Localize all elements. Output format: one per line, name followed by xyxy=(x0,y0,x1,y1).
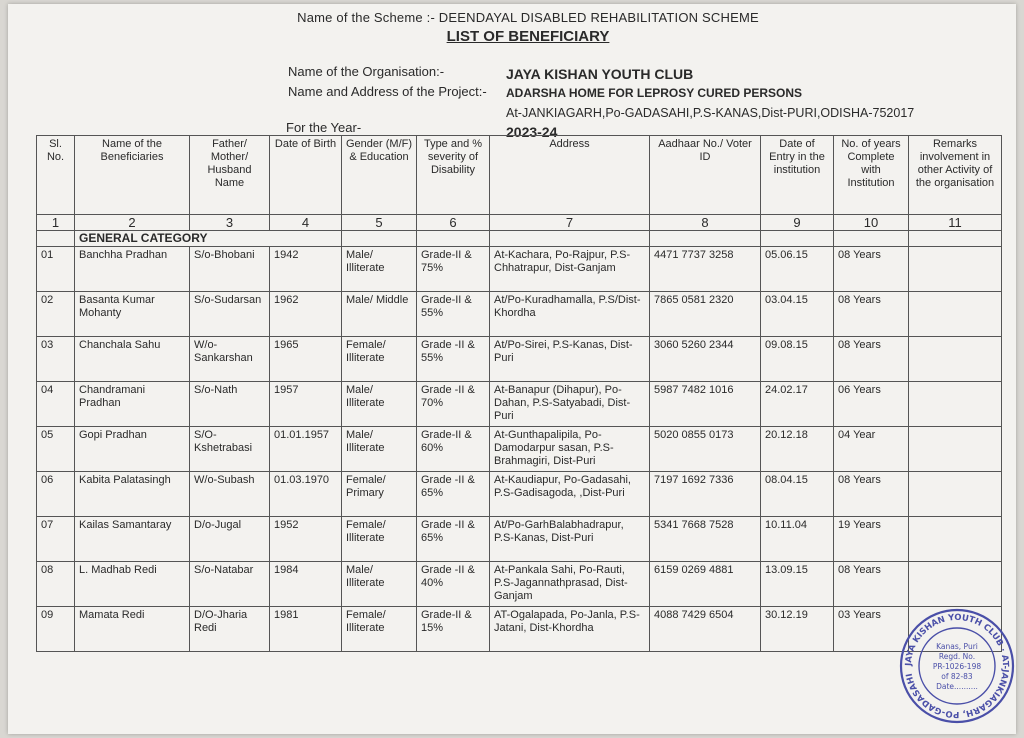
cell-disability: Grade -II & 65% xyxy=(417,472,490,517)
table-row xyxy=(37,292,1002,337)
cell-remarks xyxy=(909,472,1002,517)
cell-address: At-Gunthapalipila, Po-Damodarpur sasan, P.S-Brahmagiri, Dist-Puri xyxy=(490,427,650,472)
col-number: 11 xyxy=(909,215,1002,231)
cell-relation: D/o-Jugal xyxy=(190,517,270,562)
cell-dob: 01.01.1957 xyxy=(270,427,342,472)
cell-years: 03 Years xyxy=(834,607,909,652)
col-header-name: Name of the Beneficiaries xyxy=(75,136,190,215)
col-header-remarks: Remarks involvement in other Activity of the organisation xyxy=(909,136,1002,215)
cell-name: Chanchala Sahu xyxy=(75,337,190,382)
col-header-sl: Sl. No. xyxy=(37,136,75,215)
cell-dob: 1962 xyxy=(270,292,342,337)
cell-name: Mamata Redi xyxy=(75,607,190,652)
cell-relation: W/o- Sankarshan xyxy=(190,337,270,382)
col-number: 3 xyxy=(190,215,270,231)
cell-remarks xyxy=(909,337,1002,382)
cell-disability: Grade -II & 40% xyxy=(417,562,490,607)
cell-aadhaar: 5020 0855 0173 xyxy=(650,427,761,472)
cell-sl: 07 xyxy=(37,517,75,562)
column-number-row xyxy=(37,215,1002,231)
table-row xyxy=(37,562,1002,607)
cell-entry: 13.09.15 xyxy=(761,562,834,607)
cell-gender: Female/ Primary xyxy=(342,472,417,517)
col-number: 8 xyxy=(650,215,761,231)
cell-address: At/Po-Sirei, P.S-Kanas, Dist-Puri xyxy=(490,337,650,382)
cell-relation: W/o-Subash xyxy=(190,472,270,517)
organisation-seal-stamp xyxy=(898,607,1016,725)
cell-remarks xyxy=(909,427,1002,472)
cell-dob: 1952 xyxy=(270,517,342,562)
cell-disability: Grade-II & 75% xyxy=(417,247,490,292)
cell-years: 08 Years xyxy=(834,247,909,292)
cell-years: 08 Years xyxy=(834,337,909,382)
cell-aadhaar: 5987 7482 1016 xyxy=(650,382,761,427)
cell-entry: 10.11.04 xyxy=(761,517,834,562)
cell-relation: S/o-Natabar xyxy=(190,562,270,607)
cell-relation: S/o-Nath xyxy=(190,382,270,427)
cell-relation: S/o-Sudarsan xyxy=(190,292,270,337)
col-header-address: Address xyxy=(490,136,650,215)
cell-gender: Female/ Illiterate xyxy=(342,337,417,382)
cell-address: At-Pankala Sahi, Po-Rauti, P.S-Jagannathprasad, Dist-Ganjam xyxy=(490,562,650,607)
cell-gender: Male/ Illiterate xyxy=(342,427,417,472)
cell-aadhaar: 4471 7737 3258 xyxy=(650,247,761,292)
table-row xyxy=(37,337,1002,382)
cell-entry: 05.06.15 xyxy=(761,247,834,292)
cell-entry: 24.02.17 xyxy=(761,382,834,427)
cell-name: Kabita Palatasingh xyxy=(75,472,190,517)
cell-name: Basanta Kumar Mohanty xyxy=(75,292,190,337)
stamp-line: Regd. No. xyxy=(938,652,976,661)
cell-entry: 09.08.15 xyxy=(761,337,834,382)
cell-dob: 1984 xyxy=(270,562,342,607)
cell-entry: 30.12.19 xyxy=(761,607,834,652)
cell-disability: Grade-II & 60% xyxy=(417,427,490,472)
org-label: Name of the Organisation:- xyxy=(288,64,445,79)
col-number: 10 xyxy=(834,215,909,231)
cell-address: At-Kaudiapur, Po-Gadasahi, P.S-Gadisagoda, ,Dist-Puri xyxy=(490,472,650,517)
list-title: LIST OF BENEFICIARY xyxy=(446,28,610,45)
category-label: GENERAL CATEGORY xyxy=(75,231,342,247)
cell-sl: 05 xyxy=(37,427,75,472)
cell-remarks xyxy=(909,382,1002,427)
project-value: ADARSHA HOME FOR LEPROSY CURED PERSONS xyxy=(506,86,803,100)
cell-aadhaar: 7865 0581 2320 xyxy=(650,292,761,337)
category-row xyxy=(37,231,1002,247)
col-number: 5 xyxy=(342,215,417,231)
table-row xyxy=(37,427,1002,472)
cell-sl: 01 xyxy=(37,247,75,292)
col-header-entry: Date of Entry in the institution xyxy=(761,136,834,215)
cell-remarks xyxy=(909,247,1002,292)
table-row xyxy=(37,517,1002,562)
document-sheet xyxy=(8,4,1016,734)
cell-entry: 03.04.15 xyxy=(761,292,834,337)
cell-dob: 01.03.1970 xyxy=(270,472,342,517)
cell-disability: Grade-II & 15% xyxy=(417,607,490,652)
cell-years: 04 Year xyxy=(834,427,909,472)
cell-gender: Female/ Illiterate xyxy=(342,607,417,652)
cell-disability: Grade -II & 65% xyxy=(417,517,490,562)
cell-disability: Grade -II & 70% xyxy=(417,382,490,427)
cell-aadhaar: 4088 7429 6504 xyxy=(650,607,761,652)
cell-aadhaar: 5341 7668 7528 xyxy=(650,517,761,562)
year-value: 2023-24 xyxy=(506,124,558,140)
table-row xyxy=(37,607,1002,652)
cell-years: 06 Years xyxy=(834,382,909,427)
table-row xyxy=(37,382,1002,427)
stamp-line: Date.......... xyxy=(936,682,978,691)
cell-dob: 1957 xyxy=(270,382,342,427)
project-address: At-JANKIAGARH,Po-GADASAHI,P.S-KANAS,Dist-PURI,ODISHA-752017 xyxy=(506,106,915,120)
table-row xyxy=(37,472,1002,517)
year-label: For the Year- xyxy=(286,120,362,135)
cell-relation: S/o-Bhobani xyxy=(190,247,270,292)
cell-name: Chandramani Pradhan xyxy=(75,382,190,427)
col-header-relation: Father/ Mother/ Husband Name xyxy=(190,136,270,215)
cell-name: L. Madhab Redi xyxy=(75,562,190,607)
cell-disability: Grade -II & 55% xyxy=(417,337,490,382)
table-header-row xyxy=(37,136,1002,215)
cell-address: At/Po-Kuradhamalla, P.S/Dist-Khordha xyxy=(490,292,650,337)
cell-name: Gopi Pradhan xyxy=(75,427,190,472)
cell-address: AT-Ogalapada, Po-Janla, P.S-Jatani, Dist-Khordha xyxy=(490,607,650,652)
cell-entry: 08.04.15 xyxy=(761,472,834,517)
stamp-line: PR-1026-198 xyxy=(932,662,982,671)
cell-remarks xyxy=(909,517,1002,562)
org-value: JAYA KISHAN YOUTH CLUB xyxy=(506,66,694,82)
col-number: 7 xyxy=(490,215,650,231)
col-header-aadhaar: Aadhaar No./ Voter ID xyxy=(650,136,761,215)
cell-sl: 08 xyxy=(37,562,75,607)
col-number: 2 xyxy=(75,215,190,231)
cell-gender: Male/ Illiterate xyxy=(342,247,417,292)
cell-disability: Grade-II & 55% xyxy=(417,292,490,337)
cell-years: 08 Years xyxy=(834,562,909,607)
cell-gender: Male/ Illiterate xyxy=(342,382,417,427)
cell-dob: 1942 xyxy=(270,247,342,292)
cell-sl: 02 xyxy=(37,292,75,337)
cell-aadhaar: 3060 5260 2344 xyxy=(650,337,761,382)
col-number: 1 xyxy=(37,215,75,231)
cell-sl: 03 xyxy=(37,337,75,382)
cell-gender: Male/ Illiterate xyxy=(342,562,417,607)
beneficiary-table xyxy=(36,135,1002,652)
col-header-disability: Type and % severity of Disability xyxy=(417,136,490,215)
col-header-years: No. of years Complete with Institution xyxy=(834,136,909,215)
cell-gender: Male/ Middle xyxy=(342,292,417,337)
cell-gender: Female/ Illiterate xyxy=(342,517,417,562)
table-row xyxy=(37,247,1002,292)
cell-name: Kailas Samantaray xyxy=(75,517,190,562)
stamp-ring-text: JAYA KISHAN YOUTH CLUB · AT-JANKIAGARH, PO-GADASAHI xyxy=(903,612,1011,720)
cell-years: 08 Years xyxy=(834,472,909,517)
cell-aadhaar: 7197 1692 7336 xyxy=(650,472,761,517)
cell-entry: 20.12.18 xyxy=(761,427,834,472)
col-header-dob: Date of Birth xyxy=(270,136,342,215)
cell-aadhaar: 6159 0269 4881 xyxy=(650,562,761,607)
cell-relation: S/O-Kshetrabasi xyxy=(190,427,270,472)
cell-years: 19 Years xyxy=(834,517,909,562)
cell-dob: 1965 xyxy=(270,337,342,382)
cell-sl: 06 xyxy=(37,472,75,517)
cell-remarks xyxy=(909,292,1002,337)
col-number: 4 xyxy=(270,215,342,231)
cell-dob: 1981 xyxy=(270,607,342,652)
cell-remarks xyxy=(909,562,1002,607)
cell-years: 08 Years xyxy=(834,292,909,337)
cell-address: At-Kachara, Po-Rajpur, P.S-Chhatrapur, Dist-Ganjam xyxy=(490,247,650,292)
col-header-gender: Gender (M/F) & Education xyxy=(342,136,417,215)
project-label: Name and Address of the Project:- xyxy=(288,84,487,99)
cell-sl: 04 xyxy=(37,382,75,427)
stamp-line: of 82-83 xyxy=(941,672,973,681)
cell-relation: D/O-Jharia Redi xyxy=(190,607,270,652)
scheme-name: Name of the Scheme :- DEENDAYAL DISABLED REHABILITATION SCHEME xyxy=(297,10,759,25)
cell-sl: 09 xyxy=(37,607,75,652)
col-number: 6 xyxy=(417,215,490,231)
col-number: 9 xyxy=(761,215,834,231)
cell-address: At-Banapur (Dihapur), Po-Dahan, P.S-Satyabadi, Dist-Puri xyxy=(490,382,650,427)
cell-name: Banchha Pradhan xyxy=(75,247,190,292)
stamp-line: Kanas, Puri xyxy=(936,642,978,651)
cell-address: At/Po-GarhBalabhadrapur, P.S-Kanas, Dist-Puri xyxy=(490,517,650,562)
